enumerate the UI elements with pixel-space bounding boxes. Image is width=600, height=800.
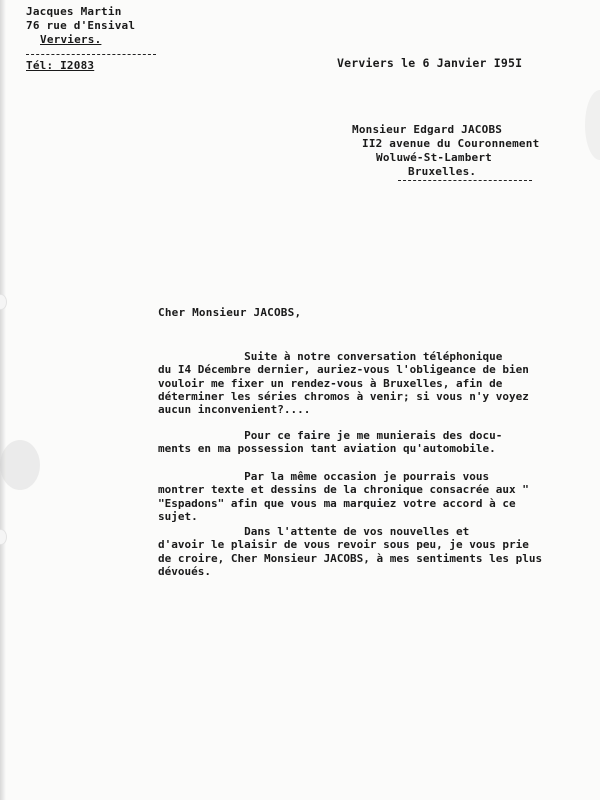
sender-phone: Tél: I2083 xyxy=(26,59,95,72)
paragraph-line: Dans l'attente de vos nouvelles et xyxy=(158,525,470,538)
paragraph-line: ments en ma possession tant aviation qu'automobile. xyxy=(158,442,496,456)
recipient-street: II2 avenue du Couronnement xyxy=(362,137,540,150)
paragraph-line: vouloir me fixer un rendez-vous à Bruxelles, afin de xyxy=(158,376,503,390)
paragraph-line: montrer texte et dessins de la chronique consacrée aux " xyxy=(158,483,529,497)
recipient-divider xyxy=(398,180,532,181)
paragraph-line: "Espadons" afin que vous ma marquiez votre accord à ce xyxy=(158,496,516,510)
sender-city: Verviers. xyxy=(40,33,102,46)
paragraph-line: aucun inconvenient?.... xyxy=(158,403,311,417)
paragraph-4 xyxy=(158,525,598,578)
paragraph-line: Par la même occasion je pourrais vous xyxy=(158,470,490,483)
place-date: Verviers le 6 Janvier I95I xyxy=(337,56,523,70)
paragraph-line: Suite à notre conversation téléphonique xyxy=(158,350,503,363)
paragraph-2 xyxy=(158,429,598,456)
recipient-name: Monsieur Edgard JACOBS xyxy=(352,123,503,136)
scan-smudge xyxy=(0,440,40,490)
scan-edge-shadow xyxy=(0,0,6,800)
paragraph-line: d'avoir le plaisir de vous revoir sous peu, je vous prie xyxy=(158,538,529,552)
sender-name: Jacques Martin xyxy=(26,5,122,18)
paragraph-line: Pour ce faire je me munierais des docu- xyxy=(158,429,503,442)
recipient-area: Woluwé-St-Lambert xyxy=(376,151,492,164)
sender-divider xyxy=(26,54,156,55)
recipient-city: Bruxelles. xyxy=(408,165,477,178)
paragraph-line: du I4 Décembre dernier, auriez-vous l'obligeance de bien xyxy=(158,363,529,377)
paragraph-line: sujet. xyxy=(158,509,198,523)
salutation: Cher Monsieur JACOBS, xyxy=(158,306,302,319)
paragraph-line: dévoués. xyxy=(158,564,211,578)
paragraph-1 xyxy=(158,350,598,416)
sender-street: 76 rue d'Ensival xyxy=(26,19,136,32)
scan-smudge xyxy=(585,90,600,160)
paragraph-line: de croire, Cher Monsieur JACOBS, à mes sentiments les plus xyxy=(158,551,543,565)
paragraph-3 xyxy=(158,470,598,523)
paragraph-line: déterminer les séries chromos à venir; si vous n'y voyez xyxy=(158,389,529,403)
